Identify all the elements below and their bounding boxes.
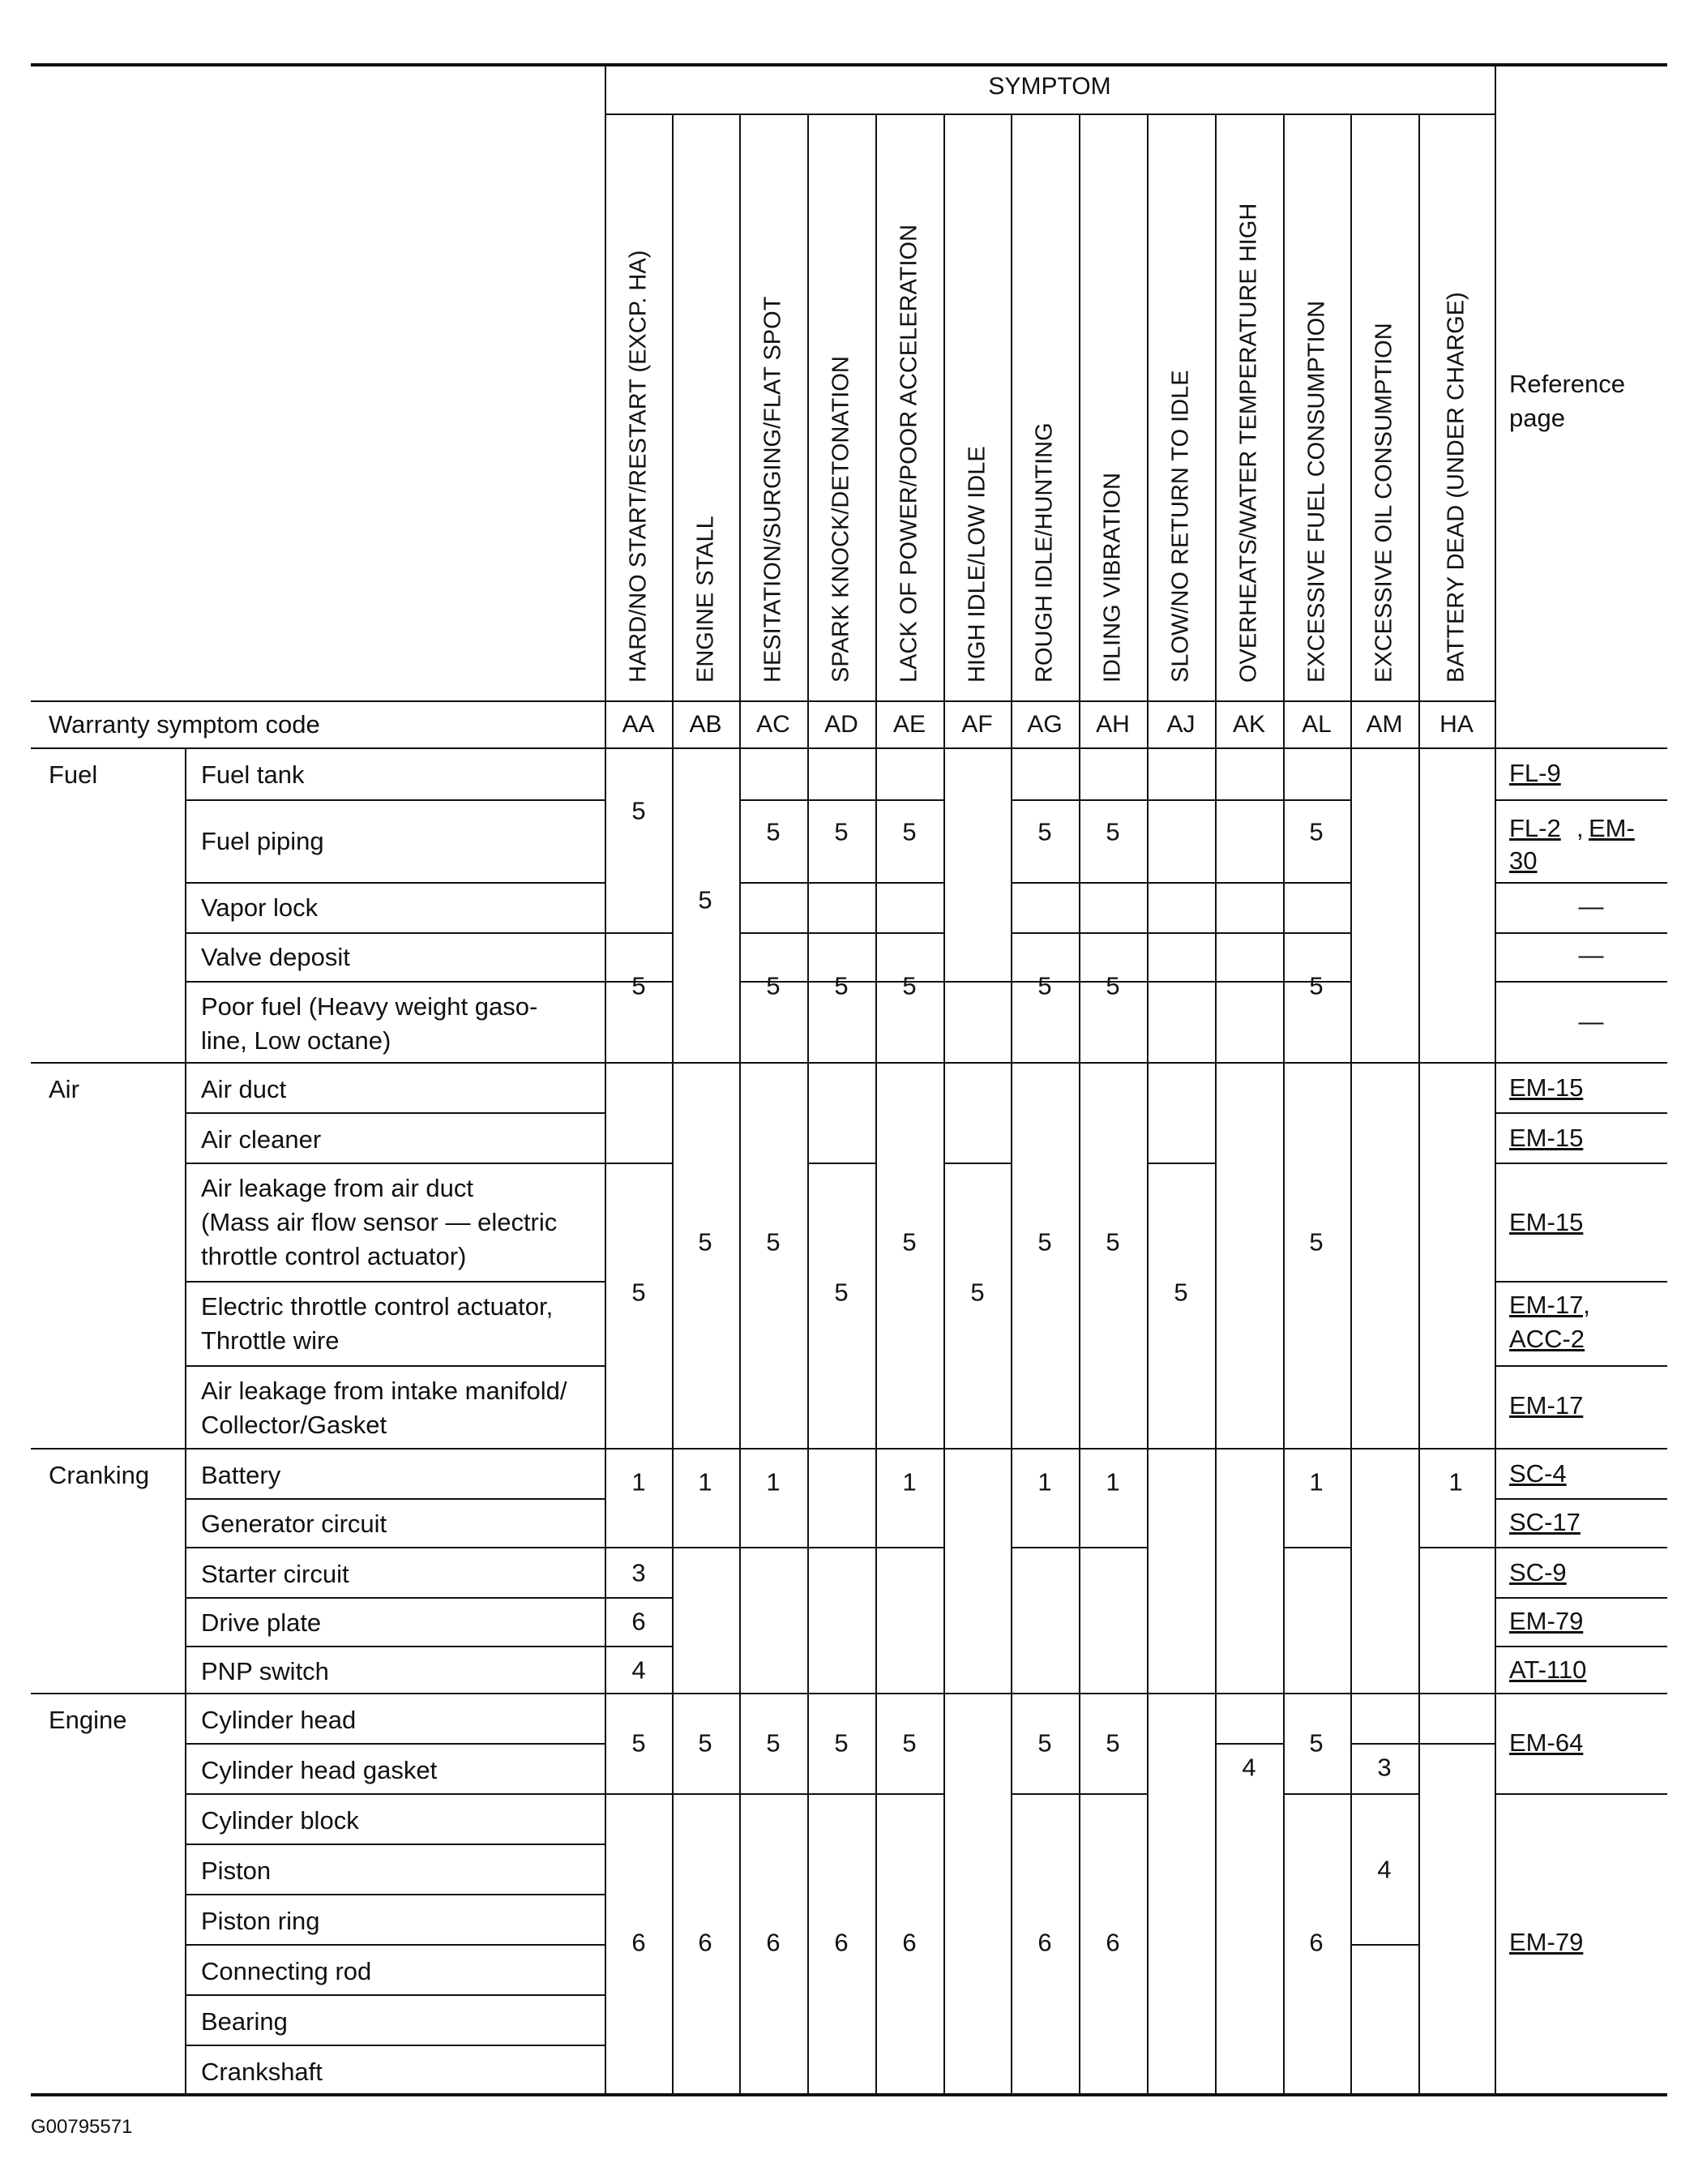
ref-em-17-throttle[interactable]: EM-17, [1509,1291,1590,1319]
symptom-code-ah: AH [1096,711,1130,738]
val-al-battery: 1 [1309,1467,1324,1497]
item-line [185,1844,605,1845]
cell-line [1283,799,1350,801]
symptom-name-ae: LACK OF POWER/POOR ACCELERATION [896,224,922,683]
item-drive-plate: Drive plate [201,1608,322,1637]
ref-line [1495,1112,1667,1114]
cell-line [1283,882,1350,884]
cell-line [1283,1793,1350,1795]
ref-line [1495,1646,1667,1647]
ref-em-79-engine[interactable]: EM-79 [1509,1928,1584,1956]
val-am-gasket: 3 [1377,1753,1392,1782]
ref-line [1495,1365,1667,1367]
ref-line [1495,1547,1667,1548]
symptom-code-aa: AA [622,711,655,738]
reference-title-line1: Reference [1509,370,1626,398]
ref-none-valve-deposit: — [1578,940,1604,970]
item-piston: Piston [201,1856,272,1885]
ref-line [1495,932,1667,934]
item-bearing: Bearing [201,2007,288,2036]
symptom-title-underline [605,113,1495,115]
col-div-9 [1215,113,1217,2095]
category-item-divider [185,747,186,2095]
val-aa-head: 5 [631,1728,646,1758]
category-air: Air [49,1075,79,1103]
val-ak-gasket: 4 [1242,1753,1256,1782]
cell-line [739,932,943,934]
ref-line [1495,1163,1667,1164]
bottom-border [31,2093,1667,2096]
ref-line [1495,1793,1667,1795]
cell-line [1215,1743,1283,1745]
col-div-5 [943,113,945,2095]
ref-em-30-part1[interactable]: EM- [1589,814,1635,842]
col-div-4 [875,113,877,2095]
item-line [185,981,605,983]
item-intake-leak-l1: Air leakage from intake manifold/ [201,1377,567,1405]
item-line [185,1944,605,1946]
ref-em-15-air-leakage[interactable]: EM-15 [1509,1208,1584,1236]
ref-comma: , [1576,814,1584,842]
ref-em-15-air-duct[interactable]: EM-15 [1509,1073,1584,1102]
val-ae-air: 5 [902,1227,917,1257]
val-ag-fuel-piping: 5 [1037,817,1052,846]
ref-at-110[interactable]: AT-110 [1509,1655,1587,1684]
cell-line [1011,882,1147,884]
item-poor-fuel-l1: Poor fuel (Heavy weight gaso- [201,992,538,1021]
val-al-poor-fuel: 5 [1309,971,1324,1000]
symptom-area-left [605,63,606,2095]
val-aa-fuel: 5 [631,796,646,825]
item-line [185,2045,605,2046]
item-throttle-l2: Throttle wire [201,1326,340,1355]
cell-line [1147,932,1283,934]
col-div-1 [672,113,674,2095]
val-ad-block: 6 [834,1928,849,1957]
item-vapor-lock: Vapor lock [201,893,319,922]
group-divider-air [31,1062,1667,1064]
cell-line [943,1163,1011,1164]
symptom-code-ae: AE [892,711,926,738]
col-div-3 [807,113,809,2095]
symptom-code-al: AL [1302,711,1332,738]
col-div-8 [1147,113,1149,2095]
val-ag-air: 5 [1037,1227,1052,1257]
item-intake-leak-l2: Collector/Gasket [201,1411,387,1439]
symptom-code-ak: AK [1232,711,1266,738]
val-ac-block: 6 [766,1928,781,1957]
symptom-name-af: HIGH IDLE/LOW IDLE [964,446,990,683]
val-aa-pnp: 4 [631,1655,646,1685]
val-ad-air: 5 [834,1278,849,1307]
item-line [185,1597,605,1599]
cell-line [875,1547,943,1548]
item-air-cleaner: Air cleaner [201,1125,322,1154]
ref-line [1495,1498,1667,1500]
ref-line [1495,882,1667,884]
category-engine: Engine [49,1706,127,1734]
cell-line [605,1793,943,1795]
val-ag-head: 5 [1037,1728,1052,1758]
val-ag-poor-fuel: 5 [1037,971,1052,1000]
col-div-2 [739,113,741,2095]
warranty-label: Warranty symptom code [49,710,320,739]
item-air-leakage-duct-l3: throttle control actuator) [201,1242,467,1270]
item-starter-circuit: Starter circuit [201,1560,349,1588]
val-ab-block: 6 [698,1928,712,1957]
item-throttle-l1: Electric throttle control actuator, [201,1292,554,1321]
ref-acc-2[interactable]: ACC-2 [1509,1325,1585,1353]
symptom-title: SYMPTOM [988,73,1111,100]
ref-em-15-air-cleaner[interactable]: EM-15 [1509,1124,1584,1152]
symptom-code-ab: AB [689,711,722,738]
cell-line [605,1163,672,1164]
cell-line [1350,1743,1495,1745]
symptom-code-aj: AJ [1166,711,1196,738]
item-line [185,1163,605,1164]
item-valve-deposit: Valve deposit [201,943,350,971]
ref-em-64[interactable]: EM-64 [1509,1728,1584,1757]
item-line [185,1281,605,1283]
val-ab-fuel: 5 [698,885,712,914]
val-al-fuel-piping: 5 [1309,817,1324,846]
top-border [31,63,1667,66]
symptom-name-ad: SPARK KNOCK/DETONATION [828,356,854,683]
cell-line [943,981,1011,983]
item-line [185,1646,605,1647]
cell-line [1011,932,1147,934]
group-divider-cranking [31,1448,1667,1450]
symptom-code-ag: AG [1027,711,1063,738]
val-al-head: 5 [1309,1728,1324,1758]
val-ah-air: 5 [1106,1227,1120,1257]
symptom-name-ab: ENGINE STALL [692,516,718,683]
symptom-code-am: AM [1366,711,1403,738]
ref-sc-4[interactable]: SC-4 [1509,1459,1567,1488]
symptom-code-ac: AC [756,711,790,738]
reference-title-line2: page [1509,404,1565,432]
header-bottom-line [31,700,1495,702]
cell-line [1418,1547,1495,1548]
val-ac-air: 5 [766,1227,781,1257]
symptom-code-ad: AD [824,711,858,738]
item-line [185,799,605,801]
ref-line [1495,1597,1667,1599]
val-ab-battery: 1 [698,1467,712,1497]
ref-fl-9[interactable]: FL-9 [1509,759,1561,787]
val-ad-head: 5 [834,1728,849,1758]
symptom-name-al: EXCESSIVE FUEL CONSUMPTION [1303,300,1329,683]
item-fuel-piping: Fuel piping [201,827,324,855]
item-line [185,1793,605,1795]
ref-sc-17[interactable]: SC-17 [1509,1508,1581,1536]
cell-line [1147,981,1283,983]
cell-line [605,1547,875,1548]
cell-line [605,1597,672,1599]
col-div-7 [1079,113,1080,2095]
cell-line [1283,1547,1350,1548]
symptom-name-ha: BATTERY DEAD (UNDER CHARGE) [1443,292,1469,683]
col-div-6 [1011,113,1012,2095]
val-ae-block: 6 [902,1928,917,1957]
val-aj-air: 5 [1174,1278,1188,1307]
val-ab-air: 5 [698,1227,712,1257]
symptom-code-ha: HA [1439,711,1474,738]
item-poor-fuel-l2: line, Low octane) [201,1026,391,1055]
col-div-12 [1418,113,1420,2095]
val-ac-fuel-piping: 5 [766,817,781,846]
ref-line [1495,981,1667,983]
val-ae-poor-fuel: 5 [902,971,917,1000]
val-ac-poor-fuel: 5 [766,971,781,1000]
item-piston-ring: Piston ring [201,1907,320,1935]
cell-line [1011,1547,1147,1548]
item-air-leakage-duct-l1: Air leakage from air duct [201,1174,473,1202]
symptom-name-am: EXCESSIVE OIL CONSUMPTION [1371,323,1397,683]
val-ha-battery: 1 [1448,1467,1463,1497]
symptom-name-ag: ROUGH IDLE/HUNTING [1031,422,1058,683]
val-af-air: 5 [970,1278,985,1307]
item-battery: Battery [201,1461,281,1489]
reference-column-left [1495,63,1496,2095]
cell-line [739,882,943,884]
cell-line [605,1646,672,1647]
cell-line [1147,1163,1215,1164]
ref-none-poor-fuel: — [1578,1007,1604,1036]
cell-line [1283,932,1350,934]
val-am-piston: 4 [1377,1855,1392,1884]
item-line [185,1894,605,1895]
val-ae-fuel-piping: 5 [902,817,917,846]
val-ab-head: 5 [698,1728,712,1758]
group-divider-engine [31,1693,1667,1694]
ref-line [1495,1281,1667,1283]
item-line [185,1994,605,1996]
cell-line [1011,799,1147,801]
val-ah-poor-fuel: 5 [1106,971,1120,1000]
symptom-name-ac: HESITATION/SURGING/FLAT SPOT [759,296,786,683]
val-al-air: 5 [1309,1227,1324,1257]
item-line [185,932,605,934]
cell-line [807,1163,875,1164]
symptom-name-aj: SLOW/NO RETURN TO IDLE [1167,370,1194,683]
symptom-name-aa: HARD/NO START/RESTART (EXCP. HA) [625,250,651,683]
ref-fl-2[interactable]: FL-2 [1509,814,1561,842]
cell-line [605,932,672,934]
symptom-name-ak: OVERHEATS/WATER TEMPERATURE HIGH [1235,203,1262,683]
figure-code: G00795571 [31,2116,133,2138]
val-aa-block: 6 [631,1928,646,1957]
item-line [185,1743,605,1745]
col-div-11 [1350,113,1352,2095]
cell-line [1147,882,1283,884]
item-crankshaft: Crankshaft [201,2058,323,2086]
item-line [185,1365,605,1367]
val-ag-block: 6 [1037,1928,1052,1957]
val-ae-battery: 1 [902,1467,917,1497]
cell-line [1350,1793,1418,1795]
val-aa-drive-plate: 6 [631,1607,646,1636]
symptom-name-ah: IDLING VIBRATION [1099,473,1126,683]
item-fuel-tank: Fuel tank [201,760,305,789]
item-line [185,1547,605,1548]
category-cranking: Cranking [49,1461,150,1489]
val-aa-battery: 1 [631,1467,646,1497]
val-ae-head: 5 [902,1728,917,1758]
item-air-duct: Air duct [201,1075,287,1103]
col-div-10 [1283,113,1285,2095]
val-ac-battery: 1 [766,1467,781,1497]
item-cylinder-block: Cylinder block [201,1806,359,1835]
warranty-row-bottom [31,747,1667,749]
val-ag-battery: 1 [1037,1467,1052,1497]
val-ah-battery: 1 [1106,1467,1120,1497]
ref-sc-9[interactable]: SC-9 [1509,1558,1567,1587]
item-line [185,882,605,884]
val-aa-starter: 3 [631,1558,646,1587]
ref-line [1495,799,1667,801]
cell-line [1011,981,1147,983]
val-ah-fuel-piping: 5 [1106,817,1120,846]
val-aa-poor-fuel: 5 [631,971,646,1000]
item-cylinder-head-gasket: Cylinder head gasket [201,1756,438,1784]
val-ah-head: 5 [1106,1728,1120,1758]
category-fuel: Fuel [49,760,98,789]
val-ad-poor-fuel: 5 [834,971,849,1000]
item-cylinder-head: Cylinder head [201,1706,357,1734]
val-ac-head: 5 [766,1728,781,1758]
cell-line [1011,1793,1147,1795]
item-line [185,1112,605,1114]
ref-em-79-drive-plate[interactable]: EM-79 [1509,1607,1584,1635]
cell-line [739,799,943,801]
symptom-code-af: AF [961,711,993,738]
item-generator-circuit: Generator circuit [201,1510,387,1538]
item-line [185,1498,605,1500]
val-al-block: 6 [1309,1928,1324,1957]
ref-none-vapor-lock: — [1578,892,1604,921]
ref-em-30-part2[interactable]: 30 [1509,846,1538,875]
val-ah-block: 6 [1106,1928,1120,1957]
cell-line [1147,799,1283,801]
val-ad-fuel-piping: 5 [834,817,849,846]
item-connecting-rod: Connecting rod [201,1957,372,1985]
ref-em-17-intake[interactable]: EM-17 [1509,1391,1584,1420]
item-pnp-switch: PNP switch [201,1657,329,1685]
val-aa-air: 5 [631,1278,646,1307]
cell-line [1350,1944,1418,1946]
item-air-leakage-duct-l2: (Mass air flow sensor — electric [201,1208,558,1236]
